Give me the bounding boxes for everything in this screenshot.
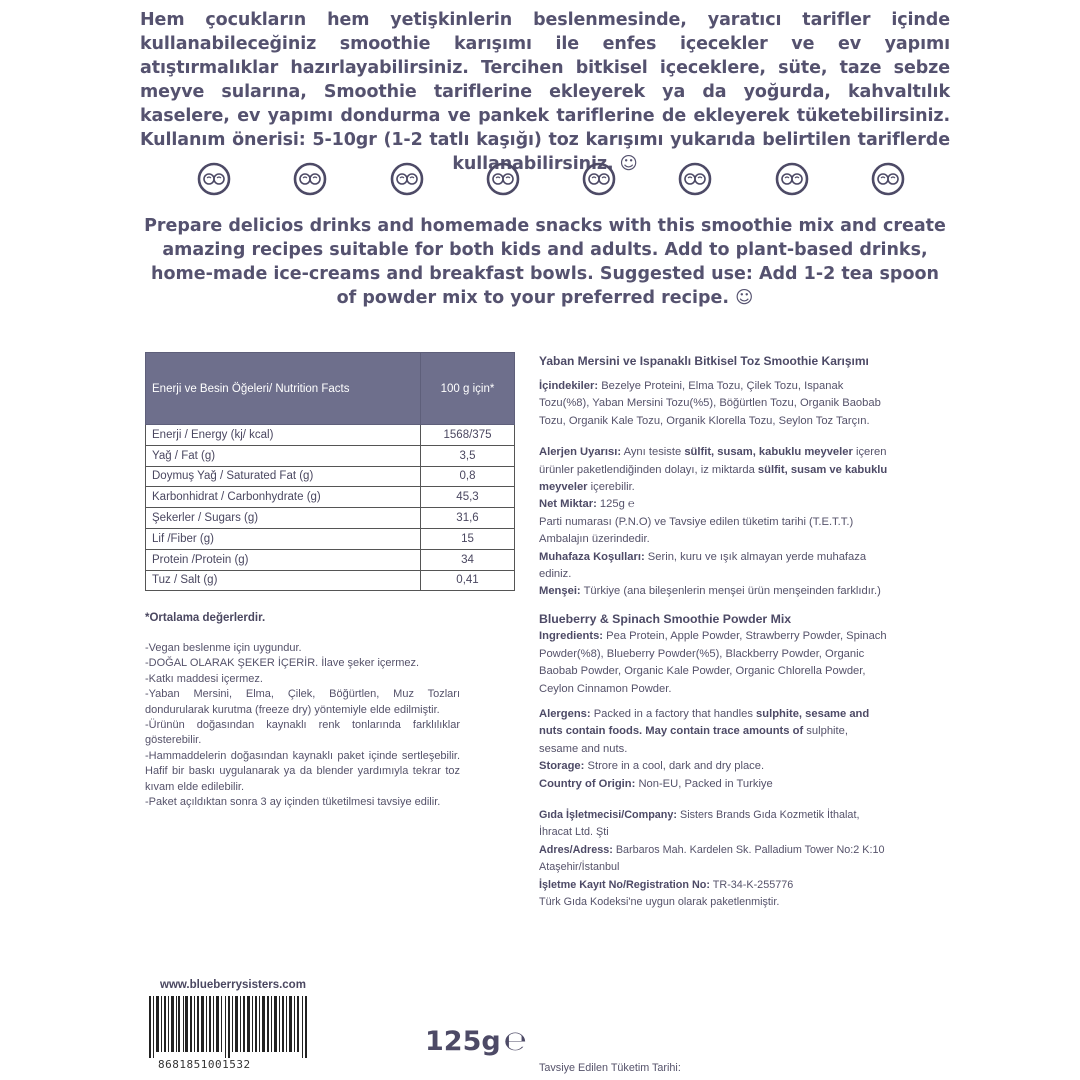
smiley-icon xyxy=(774,161,810,197)
note-item: -Ürünün doğasından kaynaklı renk tonlarında farklılıklar gösterebilir. xyxy=(145,719,460,747)
storage-label-tr: Muhafaza Koşulları: xyxy=(539,550,645,563)
smiley-icon xyxy=(389,161,425,197)
allergen-warning-tr xyxy=(539,444,889,496)
ingredients-en xyxy=(539,628,889,698)
best-before-label: Tavsiye Edilen Tüketim Tarihi: xyxy=(539,1062,681,1074)
nutrient-label: Karbonhidrat / Carbonhydrate (g) xyxy=(146,487,421,508)
nutrient-label: Şekerler / Sugars (g) xyxy=(146,508,421,529)
nutrient-label: Doymuş Yağ / Saturated Fat (g) xyxy=(146,466,421,487)
table-row xyxy=(146,487,515,508)
allergen-text: Aynı tesiste xyxy=(623,446,682,459)
intro-text-tr: Hem çocukların hem yetişkinlerin beslenmesinde, yaratıcı tarifler içinde kullanabileceğiniz smoothie karışımı ile enfes içecekler ve ev yapımı atıştırmalıklar hazırlayabilirsiniz. Tercihen bitkisel içeceklere, süte, taze sebze meyve sularına, Smoothie tariflerine ekleyerek ya da yoğurda, kahvaltılık kaselere, ev yapımı dondurma ve pankek tariflerine de ekleyerek tüketebilirsiniz. Kullanım önerisi: 5-10gr (1-2 tatlı kaşığı) toz karışımı yukarıda belirtilen tariflerde kullanabilirsiniz. ☺ xyxy=(140,10,950,174)
origin-tr xyxy=(539,583,889,600)
table-row xyxy=(146,508,515,529)
note-item: -Vegan beslenme için uygundur. xyxy=(145,642,302,654)
net-label-tr: Net Miktar: xyxy=(539,498,597,511)
allergen-text: sulphite, sesame and nuts. xyxy=(539,725,848,755)
nutrient-value: 1568/375 xyxy=(421,425,515,446)
table-row xyxy=(146,549,515,570)
net-weight-value: 125g xyxy=(425,1026,501,1057)
allergen-highlight: sülfit, susam, kabuklu meyveler xyxy=(684,446,853,459)
ingredients-label-tr: İçindekiler: xyxy=(539,380,599,392)
product-notes xyxy=(145,641,460,810)
nutrient-value: 31,6 xyxy=(421,508,515,529)
address-text: Barbaros Mah. Kardelen Sk. Palladium Tower No:2 K:10 Ataşehir/İstanbul xyxy=(539,843,885,874)
storage-en xyxy=(539,758,889,775)
barcode-number: 8681851001532 xyxy=(158,1058,251,1071)
net-weight xyxy=(425,1026,527,1057)
smiley-faces-row xyxy=(196,161,906,197)
nutrient-value: 45,3 xyxy=(421,487,515,508)
smiley-icon xyxy=(485,161,521,197)
nutrition-header-value: 100 g için* xyxy=(421,353,515,425)
allergen-highlight: sulphite, sesame and nuts contain foods. May contain trace amounts of xyxy=(539,707,870,738)
table-row xyxy=(146,425,515,446)
product-title-en: Blueberry & Spinach Smoothie Powder Mix xyxy=(539,611,792,626)
ingredients-tr xyxy=(539,378,889,430)
product-title-tr: Yaban Mersini ve Ispanaklı Bitkisel Toz Smoothie Karışımı xyxy=(539,354,869,368)
storage-label-en: Storage: xyxy=(539,760,585,773)
origin-en xyxy=(539,776,889,793)
smiley-icon xyxy=(677,161,713,197)
allergen-highlight: sülfit, susam ve kabuklu meyveler xyxy=(539,463,888,494)
table-row xyxy=(146,466,515,487)
company-address xyxy=(539,842,889,877)
ingredients-label-en: Ingredients: xyxy=(539,630,604,643)
registration-label: İşletme Kayıt No/Registration No: xyxy=(539,878,710,891)
website-url: www.blueberrysisters.com xyxy=(160,979,306,991)
storage-text-tr: Serin, kuru ve ışık almayan yerde muhafaza ediniz. xyxy=(539,550,867,581)
nutrient-value: 0,41 xyxy=(421,570,515,591)
nutrient-value: 15 xyxy=(421,528,515,549)
nutrient-value: 0,8 xyxy=(421,466,515,487)
product-info-column xyxy=(539,352,889,911)
note-item: -Yaban Mersini, Elma, Çilek, Böğürtlen, Muz Tozları dondurularak kurutma (freeze dry) yöntemiyle elde edilmiştir. xyxy=(145,688,460,716)
nutrition-table xyxy=(145,352,515,591)
address-label: Adres/Adress: xyxy=(539,843,613,856)
lot-info-tr: Parti numarası (P.N.O) ve Tavsiye edilen tüketim tarihi (T.E.T.T.) Ambalajın üzerindedir. xyxy=(539,515,854,546)
origin-text-tr: Türkiye (ana bileşenlerin menşei ürün menşeinden farklıdır.) xyxy=(583,585,881,598)
note-item: -Paket açıldıktan sonra 3 ay içinden tüketilmesi tavsiye edilir. xyxy=(145,796,441,809)
registration-value: TR-34-K-255776 xyxy=(712,878,794,891)
origin-text-en: Non-EU, Packed in Turkiye xyxy=(638,777,773,790)
allergen-warning-en xyxy=(539,706,889,758)
estimated-sign-icon: ℮ xyxy=(503,1026,527,1057)
nutrient-value: 3,5 xyxy=(421,445,515,466)
allergen-text: içerebilir. xyxy=(590,481,635,494)
company-name-text: Sisters Brands Gıda Kozmetik İthalat, İhracat Ltd. Şti xyxy=(539,808,860,839)
origin-label-en: Country of Origin: xyxy=(539,777,636,790)
nutrient-label: Yağ / Fat (g) xyxy=(146,445,421,466)
smiley-icon xyxy=(581,161,617,197)
nutrient-value: 34 xyxy=(421,549,515,570)
table-row xyxy=(146,445,515,466)
registration xyxy=(539,877,889,894)
codex-note: Türk Gıda Kodeksi'ne uygun olarak paketlenmiştir. xyxy=(539,895,780,908)
allergen-text: Packed in a factory that handles xyxy=(593,707,753,720)
table-row xyxy=(146,570,515,591)
intro-text-en: Prepare delicios drinks and homemade snacks with this smoothie mix and create amazing recipes suitable for both kids and adults. Add to plant-based drinks, home-made ice-creams and breakfast bowls. Suggested use: Add 1-2 tea spoon of powder mix to your preferred recipe. ☺ xyxy=(144,216,946,308)
nutrition-header-row xyxy=(146,353,515,425)
note-item: -Katkı maddesi içermez. xyxy=(145,672,263,685)
smiley-icon xyxy=(292,161,328,197)
storage-tr xyxy=(539,549,889,584)
origin-label-tr: Menşei: xyxy=(539,585,581,598)
nutrient-label: Tuz / Salt (g) xyxy=(146,570,421,591)
storage-text-en: Strore in a cool, dark and dry place. xyxy=(587,760,765,773)
allergen-text: içeren ürünler paketlendiğinden dolayı, iz miktarda xyxy=(539,446,887,476)
note-item: -DOĞAL OLARAK ŞEKER İÇERİR. İlave şeker içermez. xyxy=(145,657,420,670)
nutrient-label: Lif /Fiber (g) xyxy=(146,528,421,549)
smiley-icon xyxy=(870,161,906,197)
company-label: Gıda İşletmecisi/Company: xyxy=(539,808,678,821)
company-info xyxy=(539,807,889,911)
average-values-note: *Ortalama değerlerdir. xyxy=(145,612,266,624)
net-value-tr: 125g ℮ xyxy=(599,498,635,511)
company-name xyxy=(539,807,889,842)
nutrient-label: Protein /Protein (g) xyxy=(146,549,421,570)
ingredients-text-tr: Bezelye Proteini, Elma Tozu, Çilek Tozu, Ispanak Tozu(%8), Yaban Mersini Tozu(%5), Böğürtlen Tozu, Organik Baobab Tozu, Organik Kale Tozu, Organik Klorella Tozu, Seylon Toz Tarçın. xyxy=(539,380,881,427)
allergen-label-en: Alergens: xyxy=(539,707,591,720)
smiley-icon xyxy=(196,161,232,197)
ingredients-text-en: Pea Protein, Apple Powder, Strawberry Powder, Spinach Powder(%8), Blueberry Powder(%5), Blackberry Powder, Organic Baobab Powder, Organic Kale Powder, Organic Chlorella Powder, Ceylon Cinnamon Powder. xyxy=(539,630,887,695)
nutrition-header-label: Enerji ve Besin Öğeleri/ Nutrition Facts xyxy=(146,353,421,425)
note-item: -Hammaddelerin doğasından kaynaklı paket içinde sertleşebilir. Hafif bir baskı uygulanarak ya da blender yardımıyla tekrar toz kıvam elde edilebilir. xyxy=(145,749,460,793)
nutrient-label: Enerji / Energy (kj/ kcal) xyxy=(146,425,421,446)
barcode xyxy=(145,996,313,1058)
table-row xyxy=(146,528,515,549)
net-amount-tr xyxy=(539,496,889,513)
allergen-label-tr: Alerjen Uyarısı: xyxy=(539,446,622,459)
